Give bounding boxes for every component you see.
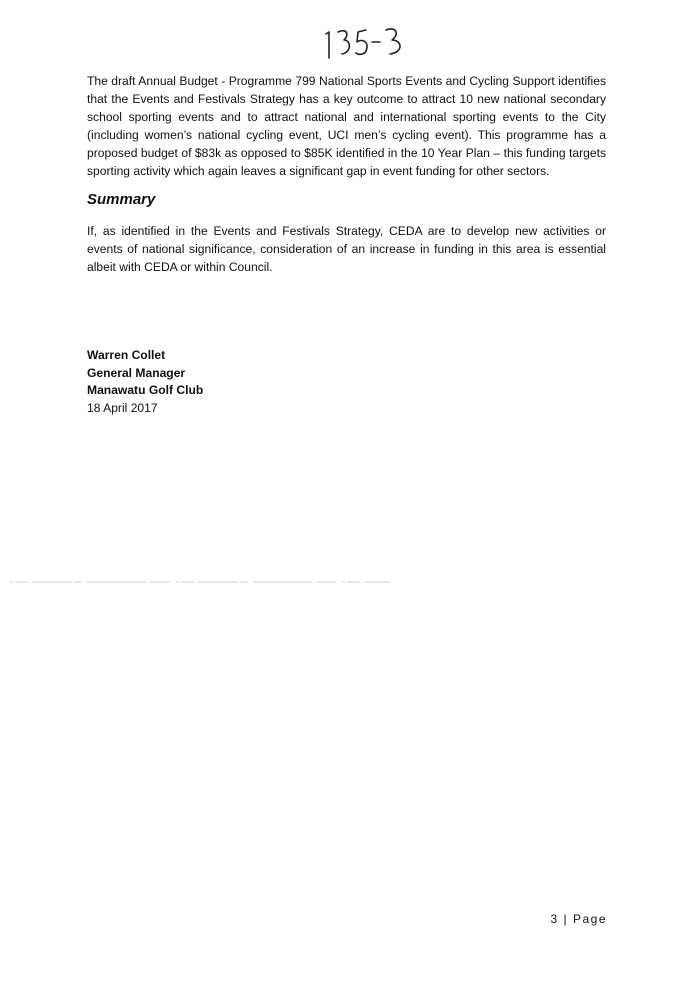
budget-paragraph: The draft Annual Budget - Programme 799 National Sports Events and Cycling Support identifies that the Events and Festivals Strategy has a key outcome to attract 10 new national secondary school sporting events and to attract national and international sporting events to the City (including women’s national cycling event, UCI men’s cycling event). This programme has a proposed budget of $83k as opposed to $85K identified in the 10 Year Plan – this funding targets sporting activity which again leaves a significant gap in event funding for other sectors. <box>87 74 606 178</box>
signatory-organisation: Manawatu Golf Club <box>87 383 204 397</box>
signature-block <box>87 347 203 417</box>
signature-date: 18 April 2017 <box>87 400 158 415</box>
page-number: 3 | Page <box>550 912 607 926</box>
summary-heading: Summary <box>87 191 156 208</box>
signatory-name: Warren Collet <box>87 348 166 362</box>
scan-artifact-line <box>10 580 390 584</box>
signatory-title: General Manager <box>87 365 186 380</box>
summary-paragraph: If, as identified in the Events and Festivals Strategy, CEDA are to develop new activities or events of national significance, consideration of an increase in funding in this area is essential albeit with CEDA or within Council. <box>87 224 606 274</box>
handwritten-page-reference <box>320 20 420 65</box>
